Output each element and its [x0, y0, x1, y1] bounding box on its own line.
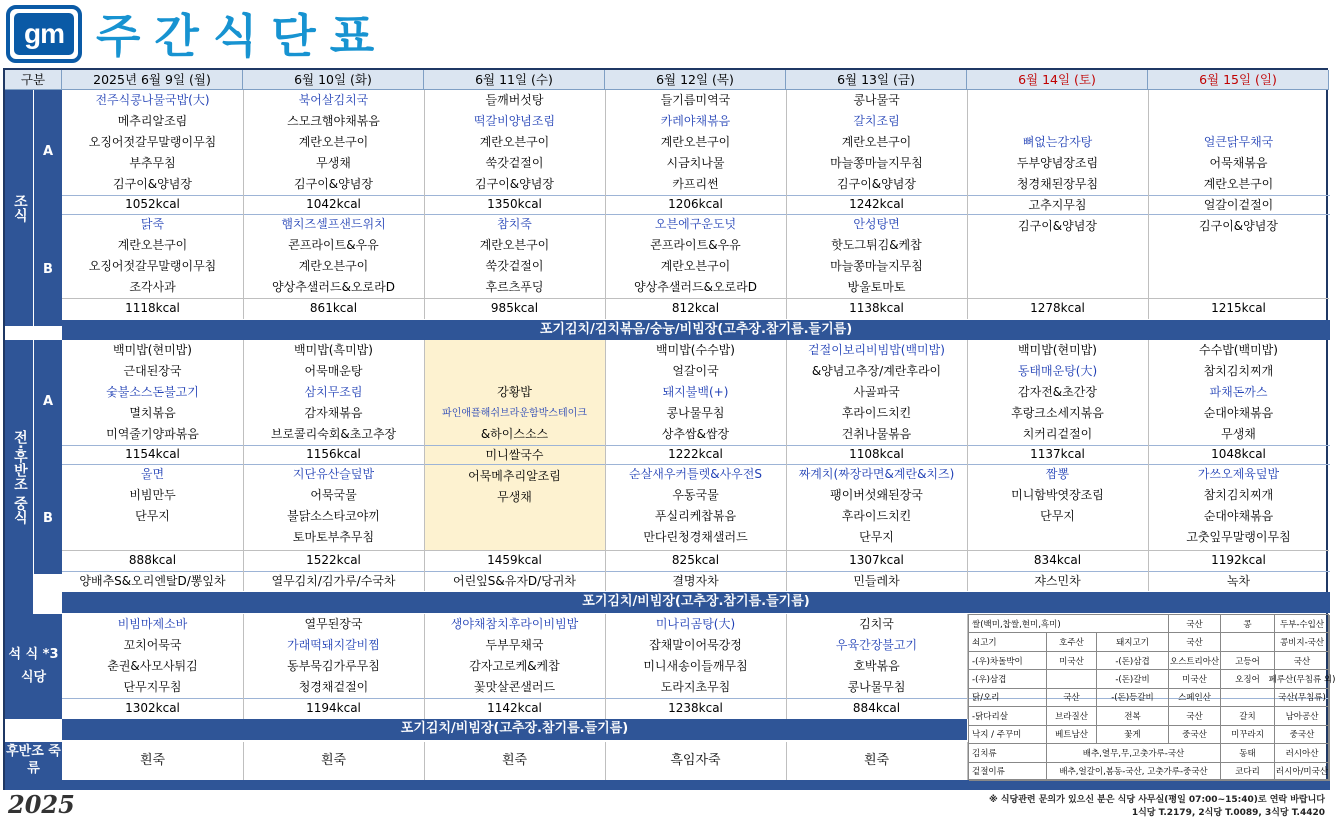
lunch-a-item: 후라이드치킨: [841, 405, 912, 420]
lunch-b-item: 미니함박엿장조림: [1011, 487, 1104, 502]
origin-cell: 페루산(무침류 외): [1275, 670, 1330, 688]
breakfast-a-item: 들깨버섯탕: [485, 92, 544, 107]
origin-cell: 브라질산: [1047, 707, 1097, 725]
lunch-a-item: 감자채볶음: [304, 405, 363, 420]
breakfast-a-kcal: 1350kcal: [424, 195, 605, 214]
breakfast-a-item: 마늘쫑마늘지무침: [830, 155, 923, 170]
header-day: 6월 12일 (목): [605, 70, 786, 90]
origin-cell: 국산(무침류): [1275, 689, 1330, 707]
origin-cell: 닭/오리: [969, 689, 1047, 707]
row-divider: [62, 195, 1330, 196]
origin-cell: -(우)차돌박이: [969, 652, 1047, 670]
header-day: 2025년 6월 9일 (월): [62, 70, 243, 90]
breakfast-b-item: 방울토마토: [847, 279, 906, 294]
origin-cell: [1221, 689, 1275, 707]
col-divider: [243, 742, 244, 780]
breakfast-weekend-item: 얼큰닭무채국: [1203, 134, 1274, 149]
lunch-a-label: A: [33, 340, 62, 464]
footer-phones: 1식당 T.2179, 2식당 T.0089, 3식당 T.4420: [1131, 808, 1325, 818]
breakfast-a-item: 메추리알조림: [117, 113, 188, 128]
lunch-a-kcal: 1048kcal: [1148, 445, 1329, 464]
lunch-a-item: 동태매운탕(大): [1017, 363, 1098, 378]
lunch-b-item: 고춧잎무말랭이무침: [1186, 529, 1291, 544]
dinner-item: 도라지초무침: [660, 679, 731, 694]
col-divider: [1148, 340, 1149, 591]
breakfast-weekend-kcal: 1278kcal: [967, 298, 1148, 319]
lunch-a-item: 멸치볶음: [129, 405, 176, 420]
lunch-a-item: 파채돈까스: [1209, 384, 1268, 399]
col-divider: [967, 340, 968, 591]
lunch-b-item: 지단유산슬덮밥: [292, 466, 375, 481]
origin-cell: 동태: [1221, 744, 1275, 762]
origin-cell: 겉절이류: [969, 763, 1047, 781]
origin-cell: 꽃게: [1097, 726, 1169, 744]
lunch-b-item: 토마토부추무침: [292, 529, 375, 544]
row-divider: [62, 571, 1330, 572]
breakfast-a-item: 전주식콩나물국밥(大): [95, 92, 210, 107]
breakfast-b-kcal: 1118kcal: [62, 298, 243, 319]
lunch-label: 전·후반조 중식: [5, 340, 33, 614]
breakfast-a-item: 김구이&양념장: [294, 176, 373, 191]
origin-cell: 남아공산: [1275, 707, 1330, 725]
header-day: 6월 11일 (수): [424, 70, 605, 90]
lunch-a-item: 후랑크소세지볶음: [1011, 405, 1104, 420]
lunch-special-item: 강황밥: [497, 384, 532, 399]
lunch-a-item: 근대된장국: [123, 363, 182, 378]
footer-notice: ※ 식당관련 문의가 있으신 분은 식당 사무실(평일 07:00~15:40)로 연락 바랍니다: [988, 795, 1325, 805]
origin-table: [968, 614, 1336, 780]
lunch-b-item: 팽이버섯왜된장국: [830, 487, 923, 502]
origin-cell: 오스트리아산: [1169, 652, 1221, 670]
lunch-special-item: 무생채: [497, 489, 532, 504]
header-day: 6월 15일 (일): [1148, 70, 1329, 90]
col-divider: [424, 742, 425, 780]
lunch-b-item: 만다린청경채샐러드: [643, 529, 748, 544]
origin-cell: 배추,열무,무,고춧가루-국산: [1047, 744, 1221, 762]
col-divider: [243, 90, 244, 319]
breakfast-b-item: 오븐에구운도넛: [654, 216, 737, 231]
breakfast-a-item: 김구이&양념장: [113, 176, 192, 191]
porridge-item: 흰죽: [139, 752, 166, 768]
breakfast-b-item: 햄치즈셀프샌드위치: [281, 216, 386, 231]
breakfast-b-item: 오징어젓갈무말랭이무침: [88, 258, 217, 273]
porridge-label: 후반조 죽류: [5, 742, 62, 780]
lunch-b-item: 짬뽕: [1045, 466, 1070, 481]
lunch-b-item: 불닭소스타코야끼: [287, 508, 380, 523]
origin-cell: 코다리: [1221, 763, 1275, 781]
lunch-b-kcal: 1192kcal: [1148, 550, 1329, 570]
origin-cell: 국산: [1169, 615, 1221, 633]
breakfast-b-kcal: 985kcal: [424, 298, 605, 319]
breakfast-a-item: 계란오븐구이: [660, 134, 731, 149]
origin-cell: 중국산: [1275, 726, 1330, 744]
gm-logo: [6, 5, 82, 63]
breakfast-b-item: 마늘쫑마늘지무침: [830, 258, 923, 273]
dinner-item: 가래떡돼지갈비찜: [287, 637, 380, 652]
breakfast-a-item: 쑥갓겉절이: [485, 155, 544, 170]
lunch-b-item: 우동국물: [672, 487, 719, 502]
origin-cell: -(돈)등갈비: [1097, 689, 1169, 707]
origin-cell: 미국산: [1169, 670, 1221, 688]
lunch-b-item: 단무지: [1040, 508, 1075, 523]
col-divider: [605, 340, 606, 591]
origin-cell: -(우)삼겹: [969, 670, 1047, 688]
breakfast-a-item: 갈치조림: [853, 113, 900, 128]
dinner-item: 호박볶음: [853, 658, 900, 673]
dinner-item: 미나리곰탕(大): [655, 616, 736, 631]
dinner-item: 비빔마제소바: [117, 616, 188, 631]
row-divider: [62, 464, 1330, 465]
breakfast-a-kcal: 1042kcal: [243, 195, 424, 214]
dinner-item: 두부무채국: [485, 637, 544, 652]
lunch-salad-drink: 결명자차: [605, 571, 786, 591]
breakfast-sides-band: 포기김치/김치볶음/숭늉/비빔장(고추장.참기름.들기름): [62, 320, 1330, 340]
page-title: 주간식단표: [96, 9, 389, 63]
origin-cell: [1047, 670, 1097, 688]
breakfast-weekend-kcal: 1215kcal: [1148, 298, 1329, 319]
lunch-sides-band: 포기김치/비빔장(고추장.참기름.들기름): [62, 592, 1330, 613]
breakfast-a-item: 김구이&양념장: [475, 176, 554, 191]
origin-cell: -(돈)갈비: [1097, 670, 1169, 688]
lunch-a-item: 수수밥(백미밥): [1199, 342, 1278, 357]
origin-cell: 미꾸라지: [1221, 726, 1275, 744]
col-divider: [786, 340, 787, 591]
col-divider: [605, 90, 606, 319]
breakfast-weekend-item: 청경채된장무침: [1016, 176, 1099, 191]
col-divider: [605, 614, 606, 719]
lunch-b-item: 가쓰오제육덮밥: [1197, 466, 1280, 481]
breakfast-a-item: 무생채: [316, 155, 351, 170]
breakfast-a-kcal: 1242kcal: [786, 195, 967, 214]
breakfast-a-item: 카레야채볶음: [660, 113, 731, 128]
lunch-b-kcal: 825kcal: [605, 550, 786, 570]
lunch-b-item: 비빔만두: [129, 487, 176, 502]
origin-cell: 중국산: [1169, 726, 1221, 744]
breakfast-b-item: 양상추샐러드&오로라D: [634, 279, 757, 294]
breakfast-a-item: 계란오븐구이: [841, 134, 912, 149]
breakfast-b-label: B: [33, 214, 62, 326]
dinner-kcal: 1238kcal: [605, 698, 786, 718]
lunch-a-item: &양념고추장/계란후라이: [811, 363, 942, 378]
dinner-kcal: 884kcal: [786, 698, 967, 718]
lunch-a-item: 콩나물무침: [666, 405, 725, 420]
signature-mark: 2025: [8, 790, 75, 819]
dinner-item: 청경채겉절이: [298, 679, 369, 694]
lunch-a-item: 순대야채볶음: [1203, 405, 1274, 420]
lunch-b-item: 단무지: [135, 508, 170, 523]
lunch-a-item: 삼치무조림: [304, 384, 363, 399]
breakfast-b-item: 계란오븐구이: [298, 258, 369, 273]
breakfast-b-item: 양상추샐러드&오로라D: [272, 279, 395, 294]
dinner-sides-band: 포기김치/비빔장(고추장.참기름.들기름): [62, 719, 967, 740]
lunch-a-item: 미역줄기양파볶음: [106, 426, 199, 441]
origin-cell: 전복: [1097, 707, 1169, 725]
lunch-a-kcal: 1108kcal: [786, 445, 967, 464]
origin-cell: 콩비지-국산: [1275, 633, 1330, 651]
col-divider: [605, 742, 606, 780]
col-divider: [786, 614, 787, 719]
lunch-b-item: 울면: [140, 466, 165, 481]
lunch-special-item: 미니쌀국수: [485, 447, 544, 462]
dinner-kcal: 1194kcal: [243, 698, 424, 718]
dinner-kcal: 1302kcal: [62, 698, 243, 718]
lunch-b-kcal: 1307kcal: [786, 550, 967, 570]
dinner-item: 춘권&사모사튀김: [107, 658, 198, 673]
origin-cell: 배추,얼갈이,봄동-국산, 고춧가루-중국산: [1047, 763, 1221, 781]
breakfast-a-item: 부추무침: [129, 155, 176, 170]
origin-cell: 국산: [1275, 652, 1330, 670]
lunch-a-item: 치커리겉절이: [1022, 426, 1093, 441]
lunch-a-item: 얼갈이국: [672, 363, 719, 378]
origin-cell: 오징어: [1221, 670, 1275, 688]
lunch-salad-drink: 녹차: [1148, 571, 1329, 591]
breakfast-b-item: 계란오븐구이: [479, 237, 550, 252]
breakfast-a-item: 카프리썬: [672, 176, 719, 191]
breakfast-b-item: 계란오븐구이: [117, 237, 188, 252]
col-divider: [243, 614, 244, 719]
lunch-a-item: 숯불소스돈불고기: [106, 384, 199, 399]
lunch-special-kcal: 1459kcal: [424, 550, 605, 570]
breakfast-b-item: 참치죽: [497, 216, 532, 231]
dinner-item: 열무된장국: [304, 616, 363, 631]
header-day: 6월 13일 (금): [786, 70, 967, 90]
dinner-item: 잡채말이어묵강정: [649, 637, 742, 652]
lunch-b-item: 순살새우커틀렛&사우전S: [629, 466, 762, 481]
breakfast-a-item: 계란오븐구이: [479, 134, 550, 149]
origin-cell: 미국산: [1047, 652, 1097, 670]
origin-cell: 호주산: [1047, 633, 1097, 651]
porridge-item: 흑임자죽: [670, 752, 721, 768]
lunch-a-item: 어묵매운탕: [304, 363, 363, 378]
lunch-a-kcal: 1137kcal: [967, 445, 1148, 464]
origin-cell: -닭다리살: [969, 707, 1047, 725]
breakfast-b-item: 후르츠푸딩: [485, 279, 544, 294]
lunch-a-item: 겉절이보리비빔밥(백미밥): [808, 342, 945, 357]
breakfast-a-item: 콩나물국: [853, 92, 900, 107]
porridge-item: 흰죽: [320, 752, 347, 768]
lunch-special-item: 파인애플해쉬브라운함박스테이크: [442, 408, 587, 419]
dinner-item: 꼬치어묵국: [123, 637, 182, 652]
breakfast-a-item: 시금치나물: [666, 155, 725, 170]
dinner-label: 석 식 *3식당: [5, 614, 62, 719]
breakfast-b-kcal: 1138kcal: [786, 298, 967, 319]
breakfast-b-item: 콘프라이트&우유: [288, 237, 379, 252]
lunch-salad-drink: 열무김치/김가루/수국차: [243, 571, 424, 591]
lunch-b-item: 순대야채볶음: [1203, 508, 1274, 523]
col-divider: [243, 340, 244, 591]
breakfast-a-item: 북어살김치국: [298, 92, 369, 107]
row-divider: [62, 445, 1330, 446]
breakfast-weekend-item: 계란오븐구이: [1203, 176, 1274, 191]
origin-cell: 러시아/미국산: [1275, 763, 1330, 781]
lunch-a-item: 무생채: [1221, 426, 1256, 441]
origin-cell: 콩: [1221, 615, 1275, 633]
col-divider: [424, 340, 425, 591]
lunch-b-item: 단무지: [859, 529, 894, 544]
breakfast-a-kcal: 1052kcal: [62, 195, 243, 214]
origin-cell: 갈치: [1221, 707, 1275, 725]
breakfast-weekend-item: 어묵채볶음: [1209, 155, 1268, 170]
breakfast-a-item: 스모크햄야채볶음: [287, 113, 380, 128]
col-divider: [967, 90, 968, 319]
breakfast-b-kcal: 861kcal: [243, 298, 424, 319]
origin-cell: 김치류: [969, 744, 1047, 762]
breakfast-b-item: 콘프라이트&우유: [650, 237, 741, 252]
lunch-a-item: 참치김치찌개: [1203, 363, 1274, 378]
lunch-b-label: B: [33, 464, 62, 574]
breakfast-b-item: 조각사과: [129, 279, 176, 294]
origin-cell: 낙지 / 주꾸미: [969, 726, 1047, 744]
origin-cell: 국산: [1047, 689, 1097, 707]
lunch-salad-drink: 어린잎S&유자D/당귀차: [424, 571, 605, 591]
lunch-a-kcal: 1222kcal: [605, 445, 786, 464]
lunch-a-item: 사골파국: [853, 384, 900, 399]
breakfast-b-item: 쑥갓겉절이: [485, 258, 544, 273]
lunch-b-kcal: 1522kcal: [243, 550, 424, 570]
dinner-item: 감자고로케&케찹: [469, 658, 560, 673]
lunch-salad-drink: 쟈스민차: [967, 571, 1148, 591]
breakfast-weekend-item: 고추지무침: [1028, 197, 1087, 212]
lunch-b-item: [62, 527, 243, 548]
origin-cell: 고등어: [1221, 652, 1275, 670]
dinner-item: 동부묵김가루무침: [287, 658, 380, 673]
lunch-a-item: 건취나물볶음: [841, 426, 912, 441]
origin-cell: -(돈)삼겹: [1097, 652, 1169, 670]
lunch-a-item: 상추쌈&쌈장: [661, 426, 730, 441]
breakfast-label: 조식: [5, 90, 33, 326]
dinner-item: 미니새송이들깨무침: [643, 658, 748, 673]
lunch-b-item: 푸실리케찹볶음: [654, 508, 737, 523]
lunch-a-item: 백미밥(현미밥): [1018, 342, 1097, 357]
col-divider: [424, 90, 425, 319]
lunch-salad-drink: 양배추S&오리엔탈D/뽕잎차: [62, 571, 243, 591]
col-divider: [424, 614, 425, 719]
col-divider: [1148, 90, 1149, 319]
breakfast-a-item: 떡갈비양념조림: [473, 113, 556, 128]
lunch-b-item: [967, 527, 1148, 548]
bottom-strip: [5, 780, 1330, 790]
lunch-a-kcal: 1156kcal: [243, 445, 424, 464]
dinner-item: 단무지무침: [123, 679, 182, 694]
breakfast-weekend-item: 두부양념장조림: [1016, 155, 1099, 170]
col-divider: [786, 90, 787, 319]
breakfast-weekend-item: 얼갈이겉절이: [1203, 197, 1274, 212]
origin-cell: 스페인산: [1169, 689, 1221, 707]
breakfast-a-item: 계란오븐구이: [298, 134, 369, 149]
lunch-a-item: 감자전&초간장: [1018, 384, 1097, 399]
breakfast-a-kcal: 1206kcal: [605, 195, 786, 214]
logo-text: gm: [24, 18, 64, 49]
lunch-b-item: 후라이드치킨: [841, 508, 912, 523]
origin-cell: [1221, 633, 1275, 651]
lunch-a-item: 브로콜리숙회&초고추장: [270, 426, 397, 441]
origin-cell: 국산: [1169, 633, 1221, 651]
lunch-a-kcal: 1154kcal: [62, 445, 243, 464]
breakfast-a-item: 들기름미역국: [660, 92, 731, 107]
header-label: 구분: [5, 70, 62, 90]
lunch-b-item: 참치김치찌개: [1203, 487, 1274, 502]
lunch-a-item: 백미밥(흑미밥): [294, 342, 373, 357]
breakfast-a-item: 오징어젓갈무말랭이무침: [88, 134, 217, 149]
origin-cell: 러시아산: [1275, 744, 1330, 762]
dinner-item: 생야채참치후라이비빔밥: [450, 616, 579, 631]
lunch-a-item: 돼지불백(+): [662, 384, 729, 399]
menu-table: [3, 68, 1336, 790]
dinner-kcal: 1142kcal: [424, 698, 605, 718]
origin-cell: 쌀(백미,찹쌀,현미,흑미): [969, 615, 1169, 633]
origin-cell: 쇠고기: [969, 633, 1047, 651]
origin-cell: 두부-수입산: [1275, 615, 1330, 633]
breakfast-weekend-item: 김구이&양념장: [1018, 218, 1097, 233]
lunch-special-item: &하이스소스: [480, 426, 549, 441]
breakfast-b-kcal: 812kcal: [605, 298, 786, 319]
col-divider: [786, 742, 787, 780]
porridge-item: 흰죽: [863, 752, 890, 768]
breakfast-b-item: 안성탕면: [853, 216, 900, 231]
dinner-item: 우육간장불고기: [835, 637, 918, 652]
origin-cell: 국산: [1169, 707, 1221, 725]
header-day: 6월 10일 (화): [243, 70, 424, 90]
row-divider: [62, 214, 1330, 215]
lunch-b-item: 짜계치(짜장라면&계란&치즈): [798, 466, 955, 481]
breakfast-b-item: 닭죽: [140, 216, 165, 231]
header-day: 6월 14일 (토): [967, 70, 1148, 90]
lunch-a-item: 백미밥(수수밥): [656, 342, 735, 357]
lunch-b-kcal: 888kcal: [62, 550, 243, 570]
origin-cell: 돼지고기: [1097, 633, 1169, 651]
lunch-a-item: 백미밥(현미밥): [113, 342, 192, 357]
breakfast-a-item: 김구이&양념장: [837, 176, 916, 191]
porridge-item: 흰죽: [501, 752, 528, 768]
dinner-item: 김치국: [859, 616, 894, 631]
dinner-item: 꽃맛살콘샐러드: [473, 679, 556, 694]
origin-cell: 베트남산: [1047, 726, 1097, 744]
dinner-item: 콩나물무침: [847, 679, 906, 694]
lunch-b-item: 어묵국물: [310, 487, 357, 502]
lunch-special-item: 어묵메추리알조림: [468, 468, 561, 483]
breakfast-b-item: 핫도그튀김&케찹: [831, 237, 922, 252]
breakfast-weekend-item: 뼈없는감자탕: [1022, 134, 1093, 149]
breakfast-weekend-item: 김구이&양념장: [1199, 218, 1278, 233]
breakfast-b-item: 계란오븐구이: [660, 258, 731, 273]
lunch-salad-drink: 민들레차: [786, 571, 967, 591]
lunch-b-kcal: 834kcal: [967, 550, 1148, 570]
breakfast-a-label: A: [33, 90, 62, 214]
